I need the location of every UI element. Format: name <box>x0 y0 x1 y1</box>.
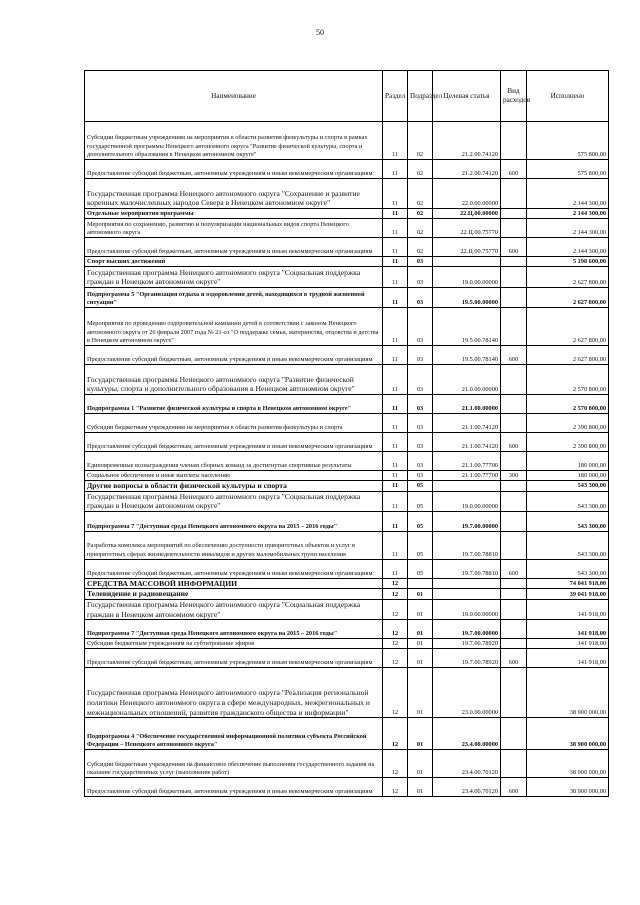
row-amount: 2 144 300,00 <box>527 209 609 219</box>
row-podrazdel <box>408 578 433 589</box>
row-razdel: 11 <box>383 288 408 308</box>
row-amount: 575 800,00 <box>527 122 609 160</box>
table-row <box>85 620 609 639</box>
table-row <box>85 750 609 778</box>
row-expense-type <box>501 122 527 160</box>
row-expense-type <box>501 414 527 433</box>
row-razdel: 12 <box>383 599 408 619</box>
row-name: Государственная программа Ненецкого автономного округа "Социальная поддержка граждан в Ненецком автономном округе" <box>85 599 383 619</box>
row-expense-type <box>501 179 527 209</box>
table-body <box>85 122 609 797</box>
row-podrazdel: 01 <box>408 750 433 778</box>
row-razdel: 12 <box>383 578 408 589</box>
row-amount: 2 570 800,00 <box>527 365 609 395</box>
row-amount: 180 000,00 <box>527 471 609 481</box>
row-razdel: 11 <box>383 346 408 365</box>
row-amount: 38 900 000,00 <box>527 668 609 718</box>
row-name: Предоставление субсидий бюджетным, автономным учреждениям и иным некоммерческим организациям <box>85 778 383 797</box>
row-razdel: 11 <box>383 395 408 414</box>
row-name: Государственная программа Ненецкого автономного округа "Развитие физической культуры, спорта и дополнительного образования в Ненецком автономном округе" <box>85 365 383 395</box>
row-razdel: 11 <box>383 511 408 531</box>
row-podrazdel: 03 <box>408 433 433 452</box>
row-name: Субсидия бюджетным учреждениям на субтитрование эфиров <box>85 639 383 649</box>
row-target-article: 19.0.00.00000 <box>433 267 501 288</box>
row-expense-type: 600 <box>501 559 527 578</box>
table-row <box>85 209 609 219</box>
row-target-article: 21.1.00.77700 <box>433 452 501 471</box>
row-amount: 2 144 300,00 <box>527 238 609 257</box>
row-podrazdel: 03 <box>408 308 433 346</box>
row-amount: 38 900 000,00 <box>527 778 609 797</box>
row-name: Предоставление субсидий бюджетным, автономным учреждениям и иным некоммерческим организациям <box>85 238 383 257</box>
row-name: Единовременные вознаграждения членам сборных команд за достигнутые спортивные результаты <box>85 452 383 471</box>
row-amount: 141 918,00 <box>527 599 609 619</box>
row-razdel: 11 <box>383 122 408 160</box>
page-number: 50 <box>316 28 324 37</box>
row-amount: 74 041 918,00 <box>527 578 609 589</box>
row-name: Предоставление субсидий бюджетным, автономным учреждениям и иным некоммерческим организациям <box>85 649 383 668</box>
row-podrazdel: 03 <box>408 257 433 267</box>
row-razdel: 11 <box>383 257 408 267</box>
row-podrazdel: 01 <box>408 620 433 639</box>
table-row <box>85 365 609 395</box>
row-target-article: 19.7.00.78810 <box>433 531 501 559</box>
row-razdel: 11 <box>383 219 408 238</box>
row-name: Государственная программа Ненецкого автономного округа "Реализация региональной политики Ненецкого автономного округа в сфере международных, межрегиональных и межнациональных отношений, развития гражданского общества и информации" <box>85 668 383 718</box>
row-target-article: 22.0.00.00000 <box>433 179 501 209</box>
col-header-name: Наименование <box>85 71 383 122</box>
row-target-article: 19.5.00.00000 <box>433 288 501 308</box>
row-target-article <box>433 578 501 589</box>
row-amount: 2 627 800,00 <box>527 288 609 308</box>
row-podrazdel: 03 <box>408 365 433 395</box>
row-name: Подпрограмма 1 "Развитие физической культуры и спорта в Ненецком автономном округе" <box>85 395 383 414</box>
row-target-article <box>433 257 501 267</box>
row-razdel: 11 <box>383 209 408 219</box>
table-row <box>85 238 609 257</box>
row-name: Субсидии бюджетным учреждениям на финансовое обеспечение выполнения государственного задания на оказание государственных услуг (выполнение работ) <box>85 750 383 778</box>
row-amount: 38 900 000,00 <box>527 750 609 778</box>
row-razdel: 11 <box>383 481 408 492</box>
row-name: Телевидение и радиовещание <box>85 589 383 600</box>
row-target-article: 23.4.00.70120 <box>433 750 501 778</box>
row-expense-type <box>501 452 527 471</box>
budget-table <box>84 70 609 797</box>
row-target-article: 19.7.00.78810 <box>433 559 501 578</box>
row-target-article: 19.7.00.00000 <box>433 511 501 531</box>
row-expense-type <box>501 620 527 639</box>
row-name: Государственная программа Ненецкого автономного округа "Социальная поддержка граждан в Ненецком автономном округе" <box>85 267 383 288</box>
row-podrazdel: 05 <box>408 491 433 511</box>
row-target-article: 19.0.00.00000 <box>433 599 501 619</box>
row-razdel: 11 <box>383 267 408 288</box>
table-row <box>85 414 609 433</box>
row-name: Подпрограмма 7 "Доступная среда Ненецкого автономного округа на 2015 – 2016 годы" <box>85 620 383 639</box>
row-name: Предоставление субсидий бюджетным, автономным учреждениям и иным некоммерческим организациям <box>85 559 383 578</box>
row-podrazdel: 03 <box>408 346 433 365</box>
row-amount: 543 300,00 <box>527 531 609 559</box>
row-name: Другие вопросы в области физической культуры и спорта <box>85 481 383 492</box>
row-razdel: 11 <box>383 308 408 346</box>
row-podrazdel: 01 <box>408 649 433 668</box>
row-name: Предоставление субсидий бюджетным, автономным учреждениям и иным некоммерческим организациям <box>85 433 383 452</box>
row-podrazdel: 01 <box>408 778 433 797</box>
table-row <box>85 471 609 481</box>
row-podrazdel: 02 <box>408 179 433 209</box>
row-amount: 5 198 600,00 <box>527 257 609 267</box>
row-target-article: 21.1.00.74120 <box>433 433 501 452</box>
table-row <box>85 589 609 600</box>
row-name: Подпрограмма 5 "Организация отдыха и оздоровления детей, находящихся в трудной жизненной ситуации" <box>85 288 383 308</box>
row-expense-type <box>501 288 527 308</box>
table-row <box>85 308 609 346</box>
row-target-article: 19.7.00.78920 <box>433 639 501 649</box>
row-name: Мероприятия по проведению оздоровительной кампании детей в соответствии с законом Ненецкого автономного округа от 26 февраля 2007 года № 21-оз "О поддержке семьи, материнства, отцовства и детства в Ненецком автономном округе" <box>85 308 383 346</box>
row-razdel: 12 <box>383 589 408 600</box>
row-expense-type: 600 <box>501 238 527 257</box>
row-podrazdel: 01 <box>408 668 433 718</box>
row-target-article: 21.0.00.00000 <box>433 365 501 395</box>
row-razdel: 12 <box>383 639 408 649</box>
row-podrazdel: 03 <box>408 414 433 433</box>
col-header-vid: Вид расходов <box>501 71 527 122</box>
row-amount: 2 390 800,00 <box>527 433 609 452</box>
row-target-article: 19.5.00.78140 <box>433 308 501 346</box>
table-row <box>85 433 609 452</box>
row-expense-type <box>501 599 527 619</box>
table-row <box>85 481 609 492</box>
row-amount: 38 900 000,00 <box>527 718 609 750</box>
row-razdel: 12 <box>383 668 408 718</box>
row-expense-type <box>501 308 527 346</box>
row-expense-type <box>501 481 527 492</box>
row-podrazdel: 03 <box>408 395 433 414</box>
row-name: Предоставление субсидий бюджетным, автономным учреждениям и иным некоммерческим организациям <box>85 346 383 365</box>
row-podrazdel: 05 <box>408 481 433 492</box>
row-razdel: 11 <box>383 433 408 452</box>
table-row <box>85 491 609 511</box>
row-razdel: 12 <box>383 778 408 797</box>
row-expense-type <box>501 365 527 395</box>
row-podrazdel: 03 <box>408 471 433 481</box>
row-razdel: 11 <box>383 179 408 209</box>
row-expense-type <box>501 718 527 750</box>
row-podrazdel: 03 <box>408 452 433 471</box>
table-row <box>85 122 609 160</box>
row-podrazdel: 05 <box>408 531 433 559</box>
row-expense-type <box>501 589 527 600</box>
row-amount: 543 300,00 <box>527 481 609 492</box>
row-name: Государственная программа Ненецкого автономного округа "Сохранение и развитие коренных малочисленных народов Севера в Ненецком автономном округе" <box>85 179 383 209</box>
row-name: Отдельные мероприятия программы <box>85 209 383 219</box>
row-podrazdel: 03 <box>408 267 433 288</box>
row-amount: 141 918,00 <box>527 649 609 668</box>
row-expense-type <box>501 750 527 778</box>
row-podrazdel: 01 <box>408 599 433 619</box>
table-row <box>85 452 609 471</box>
row-expense-type: 600 <box>501 778 527 797</box>
row-name: Спорт высших достижений <box>85 257 383 267</box>
table-row <box>85 668 609 718</box>
table-header-row <box>85 71 609 122</box>
row-amount: 141 918,00 <box>527 620 609 639</box>
col-header-razdel: Раздел <box>383 71 408 122</box>
table-row <box>85 718 609 750</box>
row-expense-type <box>501 267 527 288</box>
row-target-article: 22.Ц.00.75770 <box>433 238 501 257</box>
row-target-article: 23.4.00.00000 <box>433 718 501 750</box>
row-expense-type: 300 <box>501 471 527 481</box>
table-row <box>85 599 609 619</box>
row-expense-type <box>501 395 527 414</box>
row-expense-type <box>501 668 527 718</box>
row-target-article: 23.0.00.00000 <box>433 668 501 718</box>
row-target-article: 19.7.00.78920 <box>433 649 501 668</box>
row-expense-type <box>501 639 527 649</box>
table-row <box>85 559 609 578</box>
row-target-article: 21.1.00.00000 <box>433 395 501 414</box>
row-expense-type <box>501 531 527 559</box>
row-amount: 575 800,00 <box>527 160 609 179</box>
row-podrazdel: 02 <box>408 238 433 257</box>
row-amount: 543 300,00 <box>527 559 609 578</box>
row-target-article <box>433 589 501 600</box>
table-row <box>85 257 609 267</box>
row-amount: 2 570 800,00 <box>527 395 609 414</box>
row-target-article: 19.0.00.00000 <box>433 491 501 511</box>
col-header-target: Целевая статья <box>433 71 501 122</box>
table-row <box>85 346 609 365</box>
row-name: Социальное обеспечение и иные выплаты населению <box>85 471 383 481</box>
row-name: Разработка комплекса мероприятий по обеспечению доступности приоритетных объектов и услуг в приоритетных сферах жизнедеятельности инвалидов и других маломобильных групп населения <box>85 531 383 559</box>
row-podrazdel: 05 <box>408 511 433 531</box>
row-razdel: 11 <box>383 160 408 179</box>
row-podrazdel: 02 <box>408 219 433 238</box>
row-target-article: 19.7.00.00000 <box>433 620 501 639</box>
row-razdel: 12 <box>383 750 408 778</box>
row-amount: 2 627 800,00 <box>527 308 609 346</box>
table-row <box>85 267 609 288</box>
row-expense-type <box>501 578 527 589</box>
row-amount: 2 627 800,00 <box>527 267 609 288</box>
row-name: Мероприятия по сохранению, развитию и популяризации национальных видов спорта Ненецкого автономного округа <box>85 219 383 238</box>
row-razdel: 11 <box>383 559 408 578</box>
row-target-article: 21.1.00.77700 <box>433 471 501 481</box>
row-name: Государственная программа Ненецкого автономного округа "Социальная поддержка граждан в Ненецком автономном округе" <box>85 491 383 511</box>
row-razdel: 11 <box>383 365 408 395</box>
row-name: СРЕДСТВА МАССОВОЙ ИНФОРМАЦИИ <box>85 578 383 589</box>
table-row <box>85 219 609 238</box>
row-amount: 2 144 300,00 <box>527 179 609 209</box>
row-razdel: 12 <box>383 620 408 639</box>
row-podrazdel: 01 <box>408 718 433 750</box>
table-row <box>85 578 609 589</box>
row-expense-type: 600 <box>501 346 527 365</box>
table-row <box>85 649 609 668</box>
col-header-amount: Исполнено <box>527 71 609 122</box>
row-target-article: 21.1.00.74120 <box>433 414 501 433</box>
row-amount: 180 000,00 <box>527 452 609 471</box>
row-name: Субсидии бюджетным учреждениям на мероприятия в области развития физкультуры и спорта в рамках государственной программы Ненецкого автономного округа "Развитие физической культуры, спорта и дополнительного образования в Ненецком автономном округе" <box>85 122 383 160</box>
row-expense-type: 600 <box>501 433 527 452</box>
row-razdel: 12 <box>383 718 408 750</box>
row-razdel: 11 <box>383 531 408 559</box>
row-razdel: 11 <box>383 491 408 511</box>
row-podrazdel: 01 <box>408 589 433 600</box>
row-expense-type: 600 <box>501 649 527 668</box>
table-row <box>85 179 609 209</box>
row-name: Подпрограмма 4 "Обеспечение государственной информационной политики субъекта Российской Федерации – Ненецкого автономного округа" <box>85 718 383 750</box>
row-expense-type <box>501 491 527 511</box>
row-podrazdel: 02 <box>408 209 433 219</box>
row-name: Предоставление субсидий бюджетным, автономным учреждениям и иным некоммерческим организациям <box>85 160 383 179</box>
row-amount: 141 918,00 <box>527 639 609 649</box>
row-amount: 543 300,00 <box>527 491 609 511</box>
row-target-article: 23.4.00.70120 <box>433 778 501 797</box>
row-name: Субсидии бюджетным учреждениям на мероприятия в области развития физкультуры и спорта <box>85 414 383 433</box>
row-amount: 2 627 800,00 <box>527 346 609 365</box>
table-row <box>85 395 609 414</box>
row-razdel: 12 <box>383 649 408 668</box>
row-expense-type <box>501 511 527 531</box>
row-target-article: 22.Ц.00.00000 <box>433 209 501 219</box>
row-podrazdel: 02 <box>408 122 433 160</box>
row-target-article <box>433 481 501 492</box>
row-target-article: 21.2.00.74120 <box>433 122 501 160</box>
row-amount: 2 390 800,00 <box>527 414 609 433</box>
table-row <box>85 639 609 649</box>
row-podrazdel: 05 <box>408 559 433 578</box>
row-razdel: 11 <box>383 414 408 433</box>
row-expense-type <box>501 209 527 219</box>
row-amount: 2 144 300,00 <box>527 219 609 238</box>
row-expense-type <box>501 257 527 267</box>
row-name: Подпрограмма 7 "Доступная среда Ненецкого автономного округа на 2015 – 2016 годы" <box>85 511 383 531</box>
row-target-article: 19.5.00.78140 <box>433 346 501 365</box>
row-expense-type: 600 <box>501 160 527 179</box>
row-razdel: 11 <box>383 238 408 257</box>
row-razdel: 11 <box>383 452 408 471</box>
table-row <box>85 778 609 797</box>
table-row <box>85 288 609 308</box>
table-row <box>85 511 609 531</box>
row-target-article: 22.Ц.00.75770 <box>433 219 501 238</box>
row-razdel: 11 <box>383 471 408 481</box>
row-amount: 39 041 918,00 <box>527 589 609 600</box>
row-amount: 543 300,00 <box>527 511 609 531</box>
row-expense-type <box>501 219 527 238</box>
table-row <box>85 531 609 559</box>
row-target-article: 21.2.00.74120 <box>433 160 501 179</box>
col-header-podrazdel: Подраздел <box>408 71 433 122</box>
table-row <box>85 160 609 179</box>
row-podrazdel: 02 <box>408 160 433 179</box>
row-podrazdel: 01 <box>408 639 433 649</box>
row-podrazdel: 03 <box>408 288 433 308</box>
